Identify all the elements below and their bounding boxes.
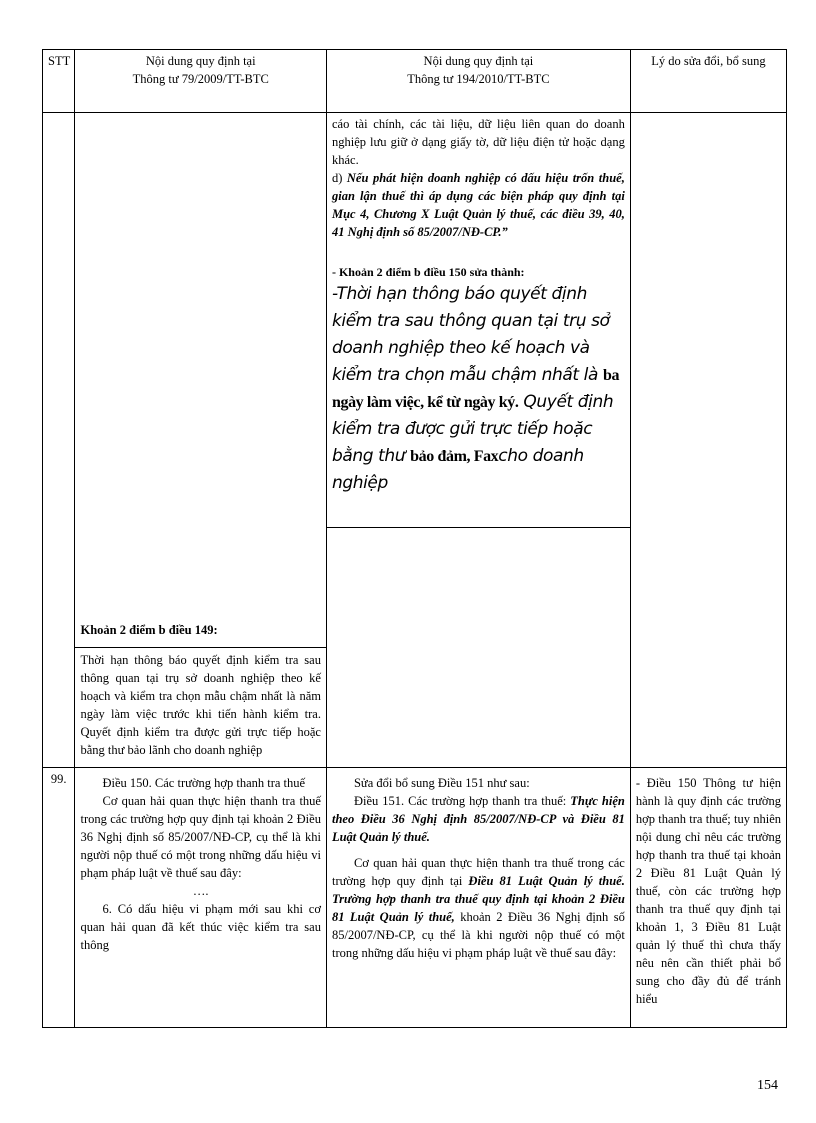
row1-amend-title: - Khoản 2 điểm b điều 150 sửa thành:: [331, 265, 525, 279]
row1-reason-cell: [630, 113, 786, 768]
amend-bold-part2: bảo đảm, Fax: [410, 448, 499, 465]
row2-new-paragraph: [332, 854, 625, 962]
row1-old-title: Khoản 2 điểm b điều 149:: [80, 623, 218, 637]
table-row: [43, 113, 787, 768]
row1-old-text: Thời hạn thông báo quyết định kiểm tra sau thông quan tại trụ sở doanh nghiệp theo kế hoạch và kiểm tra chọn mẫu chậm nhất là năm ngày làm việc trước khi tiến hành kiểm tra. Quyết định kiểm tra được gửi trực tiếp hoặc bằng thư bảo lãnh cho doanh nghiệp: [75, 647, 325, 759]
row2-old-p2: 6. Có dấu hiệu vi phạm mới sau khi cơ quan hải quan đã kết thúc việc kiểm tra sau thông: [80, 902, 321, 952]
header-col-old-regulation: [75, 50, 326, 113]
row2-heading-emph: Thực hiện theo Điều 36 Nghị định 85/2007/NĐ-CP và Điều 81 Luật Quản lý thuế.: [331, 794, 625, 844]
row2-stt-cell: 99.: [43, 768, 75, 1028]
row2-old-cell: [75, 768, 326, 1028]
header-col2-line2: Thông tư 79/2009/TT-BTC: [132, 72, 269, 86]
header-col2-line1: Nội dung quy định tại: [145, 54, 256, 68]
row2-heading-plain: Điều 151. Các trường hợp thanh tra thuế:: [353, 794, 571, 808]
table-row: [43, 768, 787, 1028]
row1-old-cell: [75, 113, 326, 768]
point-d-label: d): [331, 171, 347, 185]
row2-new-title: Sửa đổi bổ sung Điều 151 như sau:: [353, 776, 530, 790]
row2-para-emph: Điều 81 Luật Quản lý thuế. Trường hợp thanh tra thuế quy định tại khoản 2 Điều 81 Luật Quản lý thuế,: [331, 874, 625, 924]
page-number: 154: [757, 1078, 778, 1093]
header-col-new-regulation: [326, 50, 630, 113]
row1-new-block: [327, 113, 630, 528]
header-col-reason: Lý do sửa đổi, bổ sung: [630, 50, 786, 113]
row1-new-cell: [326, 113, 630, 768]
row1-new-intro: cáo tài chính, các tài liệu, dữ liệu liên quan do doanh nghiệp lưu giữ ở dạng giấy tờ, dữ liệu điện tử hoặc dạng khác.: [331, 117, 625, 167]
row1-stt-cell: [43, 113, 75, 768]
table-header-row: [43, 50, 787, 113]
amend-bold-part1: ba ngày làm việc, kể từ ngày ký.: [331, 367, 620, 411]
amend-text-part1: -Thời hạn thông báo quyết định kiểm tra sau thông quan tại trụ sở doanh nghiệp theo kế hoạch và kiểm tra chọn mẫu chậm nhất là: [331, 284, 610, 385]
amendment-table: [42, 49, 787, 1028]
header-col3-line2: Thông tư 194/2010/TT-BTC: [407, 72, 550, 86]
row2-para-part2: khoản 2 Điều 36 Nghị định số 85/2007/NĐ-CP, cụ thể là khi người nộp thuế có một trong những dấu hiệu vi phạm pháp luật về thuế sau đây:: [331, 910, 625, 960]
header-stt: STT: [43, 50, 75, 113]
row2-reason-cell: - Điều 150 Thông tư hiện hành là quy định các trường hợp thanh tra thuế; tuy nhiên nội dung chỉ nêu các trường hợp thanh tra thuế tại khoản 2 Điều 81 Luật Quản lý thuế, còn các trường hợp thanh tra thuế quy định tại khoản 1, 3 Điều 81 Luật quản lý thuế thì chưa thấy nêu nên cần thiết phải bổ sung cho đầy đủ để tránh hiểu: [630, 768, 786, 1028]
row2-old-title: Điều 150. Các trường hợp thanh tra thuế: [102, 776, 306, 790]
amend-text-part3: cho doanh nghiệp: [331, 446, 584, 493]
row2-new-heading: [332, 792, 625, 846]
row2-old-p1: Cơ quan hải quan thực hiện thanh tra thuế trong các trường hợp quy định tại khoản 2 Điều 36 Nghị định số 85/2007/NĐ-CP, cụ thể là khi người nộp thuế có một trong những dấu hiệu vi phạm pháp luật về thuế sau đây:: [80, 794, 321, 880]
row2-old-dots: ….: [192, 884, 209, 898]
amend-text-part2: Quyết định kiểm tra được gửi trực tiếp hoặc bằng thư: [331, 392, 614, 466]
header-col3-line1: Nội dung quy định tại: [423, 54, 534, 68]
point-d-text: Nếu phát hiện doanh nghiệp có dấu hiệu trốn thuế, gian lận thuế thì áp dụng các biện pháp quy định tại Mục 4, Chương X Luật Quản lý thuế, các điều 39, 40, 41 Nghị định số 85/2007/NĐ-CP.”: [331, 171, 625, 239]
row1-amend-text: [332, 281, 625, 497]
row2-new-cell: [326, 768, 630, 1028]
row1-new-point-d: [332, 169, 625, 241]
row2-para-part1: Cơ quan hải quan thực hiện thanh tra thuế trong các trường hợp quy định tại: [331, 856, 625, 888]
